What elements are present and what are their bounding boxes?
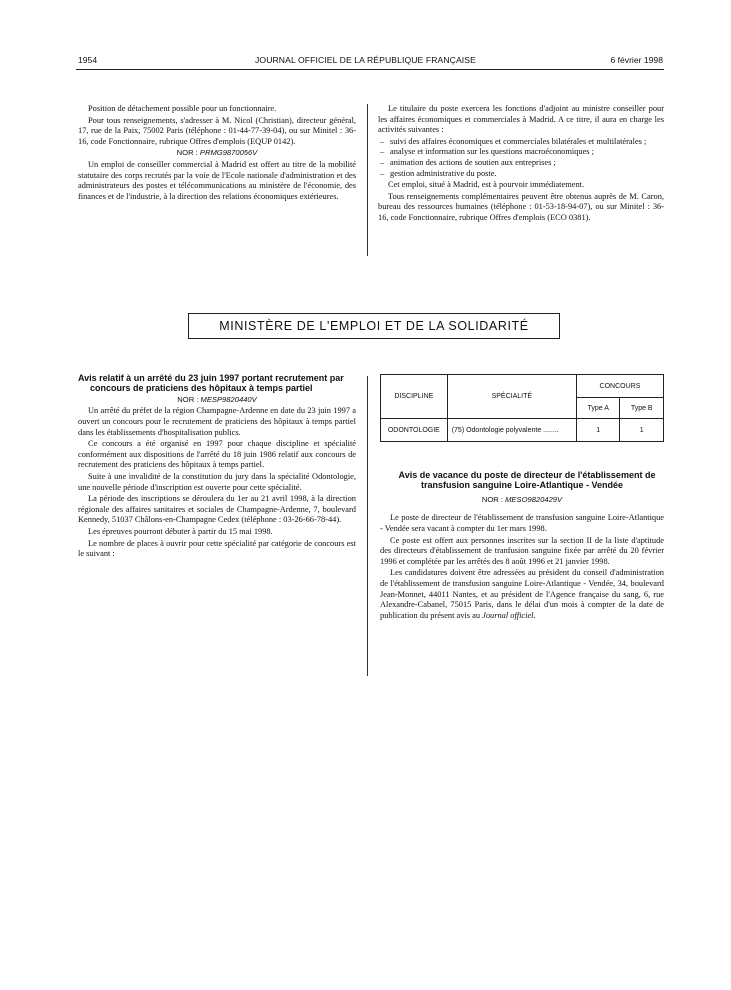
nor-prefix: NOR : [176,148,198,158]
ministry-banner: MINISTÈRE DE L'EMPLOI ET DE LA SOLIDARITÉ [188,313,560,339]
cell-discipline: ODONTOLOGIE [381,419,448,442]
bottom-left-column [78,373,356,561]
paragraph: Ce concours a été organisé en 1997 pour chaque discipline et spécialité conformément aux dispositions de l'arrêté du 18 juin 1986 relatif aux concours de recrutement des praticiens des hôpitaux à temps partiel. [78,439,356,470]
nor-prefix: NOR : [481,494,503,504]
nor-reference [380,495,664,506]
paragraph: Le nombre de places à ouvrir pour cette spécialité par catégorie de concours est le suivant : [78,538,356,559]
notice-title: Avis de vacance du poste de directeur de l'établissement de transfusion sanguine Loire-Atlantique - Vendée [398,470,656,491]
paragraph: Le titulaire du poste exercera les fonctions d'adjoint au ministre conseiller pour les affaires économiques et commerciales à Madrid. A ce titre, il aura en charge les activités suivantes : [378,104,664,135]
activities-list [378,137,664,179]
issue-date: 6 février 1998 [610,55,663,65]
paragraph: Pour tous renseignements, s'adresser à M. Nicol (Christian), directeur général, 17, rue de la Paix, 75002 Paris (téléphone : 01-44-77-39-04), ou sur Minitel : 36-16, code Fonctionnaire, rubrique Offres d'emplois (EQUP 0142). [78,115,356,146]
nor-code: PRMG9870056V [199,148,258,158]
paragraph: Les épreuves pourront débuter à partir du 15 mai 1998. [88,526,273,536]
nor-prefix: NOR : [177,394,199,404]
paragraph: Tous renseignements complémentaires peuvent être obtenus auprès de M. Caron, bureau des ressources humaines (téléphone : 01-53-18-94-07), ou sur Minitel : 36-16, code Fonctionnaire, rubrique Offres d'emplois (ECO 0381). [378,191,664,222]
paragraph-text: Les candidatures doivent être adressées au président du conseil d'administration de l'établissement de transfusion sanguine Loire-Atlantique - Vendée, 34, boulevard Jean-Monnet, 44011 Nantes, et au président de l'Agence française du sang, 6, rue Alexandre-Cabanel, 75015 Paris, dans le délai d'un mois à compter de la date de publication du présent avis au [380,568,664,620]
header-discipline: DISCIPLINE [381,375,448,419]
list-item: – analyse et information sur les questions macroéconomiques ; [378,147,664,158]
cell-type-b: 1 [620,419,664,442]
paragraph: Le poste de directeur de l'établissement de transfusion sanguine Loire-Atlantique - Vendée sera vacant à compter du 1er mars 1998. [380,513,664,533]
paragraph: Un arrêté du préfet de la région Champagne-Ardenne en date du 23 juin 1997 a ouvert un concours pour le recrutement de praticiens des hôpitaux à temps partiel dans les établissements d'hospitalisation publics. [78,406,356,437]
header-concours: CONCOURS [576,375,663,398]
column-divider [367,376,368,676]
header-type-b: Type B [620,398,664,419]
nor-code: MESP9820440V [200,394,257,404]
bottom-right-column [380,470,664,622]
page-number: 1954 [78,55,98,65]
nor-reference [78,395,356,406]
column-divider [367,104,368,256]
header-type-a: Type A [576,398,620,419]
nor-reference [78,148,356,159]
header-rule [76,69,664,70]
paragraph: Cet emploi, situé à Madrid, est à pourvoir immédiatement. [388,180,585,190]
journal-name: Journal officiel. [482,610,536,620]
paragraph: Un emploi de conseiller commercial à Madrid est offert au titre de la mobilité statutaire des corps recrutés par la voie de l'Ecole nationale d'administration et des administrateurs des postes et télécommunications au ministère de l'économie, des finances et de l'industrie, à la direction des relations économiques extérieures. [78,159,356,201]
paragraph: Suite à une invalidité de la constitution du jury dans la spécialité Odontologie, une nouvelle période d'inscription est ouverte pour cette spécialité. [78,471,356,492]
list-item: – gestion administrative du poste. [378,169,664,180]
journal-title: JOURNAL OFFICIEL DE LA RÉPUBLIQUE FRANÇAISE [255,55,476,65]
paragraph [380,568,664,621]
paragraph: Position de détachement possible pour un fonctionnaire. [88,104,277,113]
list-item: – suivi des affaires économiques et commerciales bilatérales et multilatérales ; [378,137,664,148]
cell-specialite: (75) Odontologie polyvalente ........ [447,419,576,442]
concours-table [380,374,664,442]
table-row [381,419,664,442]
header-specialite: SPÉCIALITÉ [447,375,576,419]
top-right-column [378,104,664,225]
list-item: – animation des actions de soutien aux entreprises ; [378,158,664,169]
concours-table-wrap [380,374,664,442]
paragraph: Ce poste est offert aux personnes inscrites sur la section II de la liste d'aptitude des directeurs d'établissement de tranfusion sanguine fixée par arrêté du 20 février 1996 et complétée par les arrêtés des 8 août 1996 et 21 janvier 1998. [380,535,664,566]
nor-code: MESO9820429V [505,494,563,504]
paragraph: La période des inscriptions se déroulera du 1er au 21 avril 1998, à la direction régionale des affaires sanitaires et sociales de Champagne-Ardenne, 7, boulevard Kennedy, 51037 Châlons-en-Champagne Cedex (téléphone : 03-26-66-78-44). [78,494,356,525]
notice-title: Avis relatif à un arrêté du 23 juin 1997 portant recrutement par concours de praticiens des hôpitaux à temps partiel [78,373,344,394]
cell-type-a: 1 [576,419,620,442]
top-left-column [78,104,356,203]
